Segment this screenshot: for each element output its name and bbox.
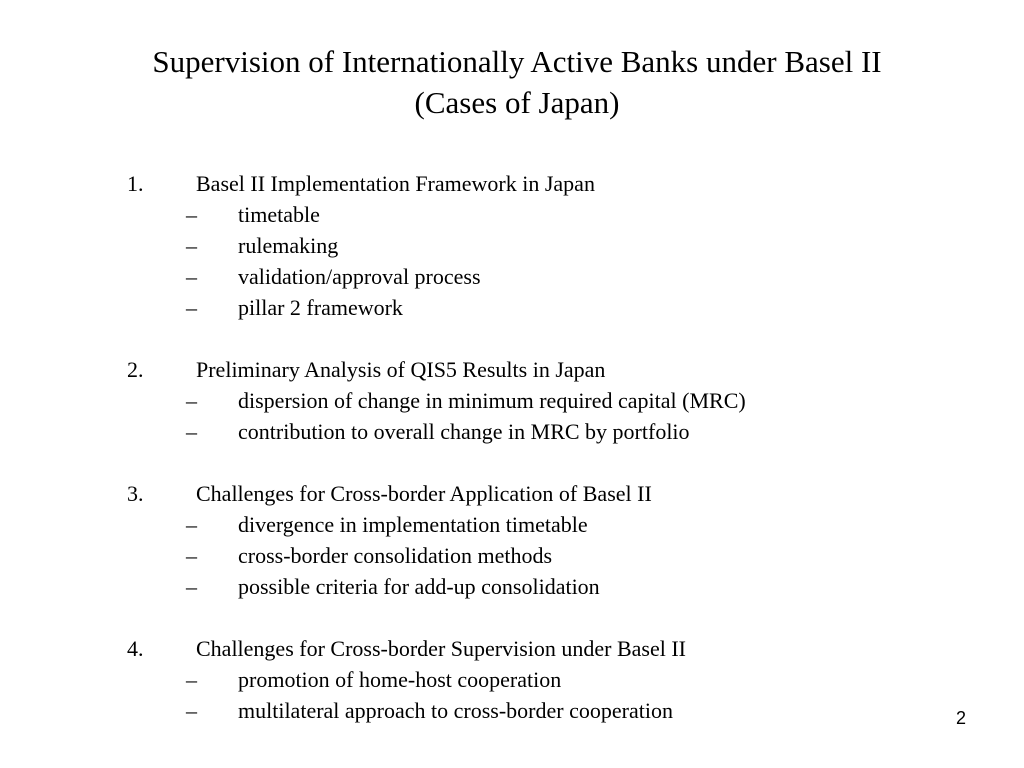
dash-bullet-icon: –	[186, 419, 197, 444]
sub-item	[127, 540, 987, 571]
sub-item	[127, 292, 987, 323]
section-heading: Challenges for Cross-border Supervision under Basel II	[196, 636, 687, 661]
sub-item-text: rulemaking	[238, 233, 339, 258]
outline-list	[127, 168, 987, 757]
section-number: 2.	[127, 357, 144, 382]
sub-item	[127, 509, 987, 540]
sub-item-text: timetable	[238, 202, 320, 227]
sub-item-text: possible criteria for add-up consolidation	[238, 574, 600, 599]
section-heading: Basel II Implementation Framework in Japan	[196, 171, 595, 196]
sub-item-text: multilateral approach to cross-border cooperation	[238, 698, 673, 723]
section-number: 3.	[127, 481, 144, 506]
sub-item	[127, 199, 987, 230]
slide-title-line-2: (Cases of Japan)	[414, 85, 620, 120]
sub-item-text: validation/approval process	[238, 264, 481, 289]
sub-item	[127, 230, 987, 261]
sub-item-text: contribution to overall change in MRC by portfolio	[238, 419, 690, 444]
dash-bullet-icon: –	[186, 202, 197, 227]
outline-section-2	[127, 354, 987, 447]
outline-section-4	[127, 633, 987, 726]
sub-item	[127, 385, 987, 416]
outline-section-3	[127, 478, 987, 602]
sub-item-text: divergence in implementation timetable	[238, 512, 588, 537]
slide-title-line-1: Supervision of Internationally Active Banks under Basel II	[152, 44, 882, 79]
slide-title	[0, 41, 1024, 123]
sub-item-text: cross-border consolidation methods	[238, 543, 553, 568]
dash-bullet-icon: –	[186, 698, 197, 723]
section-heading-row	[127, 354, 987, 385]
sub-item	[127, 664, 987, 695]
section-heading-row	[127, 478, 987, 509]
section-number: 1.	[127, 171, 144, 196]
dash-bullet-icon: –	[186, 295, 197, 320]
section-number: 4.	[127, 636, 144, 661]
section-heading-row	[127, 168, 987, 199]
dash-bullet-icon: –	[186, 233, 197, 258]
section-heading: Challenges for Cross-border Application of Basel II	[196, 481, 652, 506]
sub-item	[127, 695, 987, 726]
sub-item	[127, 261, 987, 292]
sub-item-text: promotion of home-host cooperation	[238, 667, 562, 692]
sub-item-text: dispersion of change in minimum required capital (MRC)	[238, 388, 746, 413]
dash-bullet-icon: –	[186, 388, 197, 413]
outline-section-1	[127, 168, 987, 323]
dash-bullet-icon: –	[186, 512, 197, 537]
page-number: 2	[955, 708, 966, 728]
dash-bullet-icon: –	[186, 667, 197, 692]
section-heading: Preliminary Analysis of QIS5 Results in Japan	[196, 357, 606, 382]
dash-bullet-icon: –	[186, 574, 197, 599]
sub-item-text: pillar 2 framework	[238, 295, 403, 320]
sub-item	[127, 416, 987, 447]
dash-bullet-icon: –	[186, 264, 197, 289]
sub-item	[127, 571, 987, 602]
section-heading-row	[127, 633, 987, 664]
dash-bullet-icon: –	[186, 543, 197, 568]
